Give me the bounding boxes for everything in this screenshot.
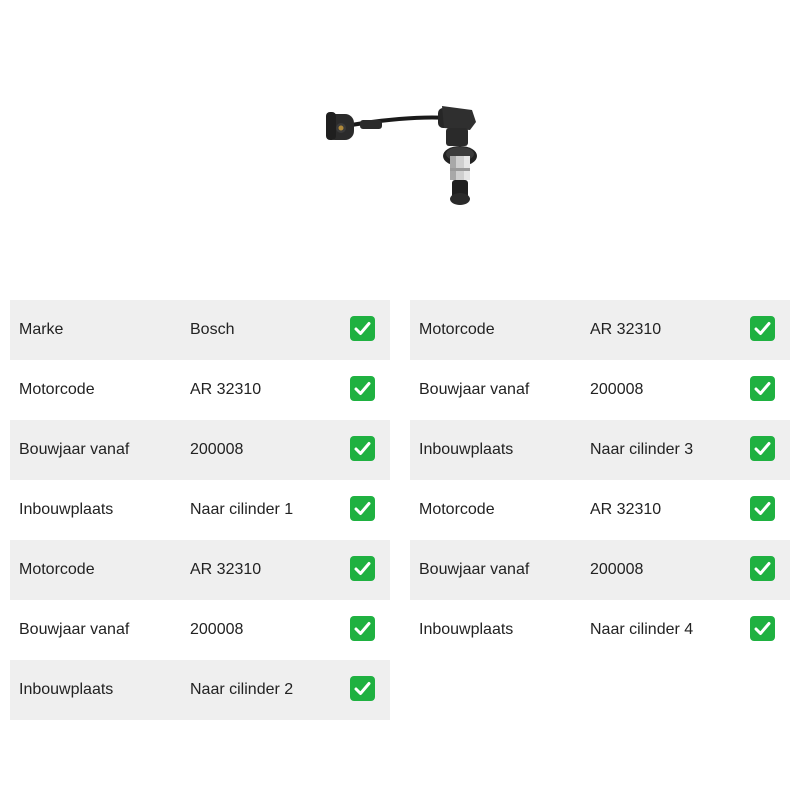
checkmark-icon xyxy=(750,496,775,521)
row-value: Naar cilinder 4 xyxy=(590,621,694,638)
row-value: AR 32310 xyxy=(190,561,262,578)
checkmark-icon xyxy=(350,376,375,401)
spec-table-left xyxy=(10,300,390,720)
table-row xyxy=(410,420,790,480)
checkmark-icon xyxy=(750,436,775,461)
table-row xyxy=(10,300,390,360)
table-row xyxy=(410,600,790,660)
row-value: AR 32310 xyxy=(590,501,662,518)
row-value: Naar cilinder 2 xyxy=(190,681,294,698)
row-value: 200008 xyxy=(190,441,244,458)
row-label: Bouwjaar vanaf xyxy=(419,381,530,398)
row-label: Inbouwplaats xyxy=(419,621,514,638)
checkmark-icon xyxy=(350,556,375,581)
checkmark-icon xyxy=(350,496,375,521)
row-value: 200008 xyxy=(590,381,644,398)
table-row xyxy=(10,480,390,540)
table-row xyxy=(410,300,790,360)
checkmark-icon xyxy=(350,436,375,461)
row-label: Motorcode xyxy=(19,561,95,578)
checkmark-icon xyxy=(750,556,775,581)
checkmark-icon xyxy=(350,676,375,701)
row-label: Inbouwplaats xyxy=(19,681,114,698)
row-label: Bouwjaar vanaf xyxy=(19,441,130,458)
product-image xyxy=(320,98,485,213)
row-value: Naar cilinder 1 xyxy=(190,501,294,518)
row-label: Inbouwplaats xyxy=(19,501,114,518)
row-value: AR 32310 xyxy=(190,381,262,398)
row-label: Motorcode xyxy=(419,501,495,518)
checkmark-icon xyxy=(750,316,775,341)
table-row xyxy=(10,360,390,420)
row-label: Marke xyxy=(19,321,64,338)
row-value: 200008 xyxy=(590,561,644,578)
table-row xyxy=(10,540,390,600)
table-row xyxy=(410,540,790,600)
checkmark-icon xyxy=(350,316,375,341)
checkmark-icon xyxy=(750,376,775,401)
table-row xyxy=(10,600,390,660)
table-row xyxy=(410,480,790,540)
spec-table-right xyxy=(410,300,790,660)
table-row xyxy=(10,660,390,720)
row-value: Bosch xyxy=(190,321,235,338)
checkmark-icon xyxy=(350,616,375,641)
ignition-cable-icon xyxy=(320,98,485,213)
row-value: AR 32310 xyxy=(590,321,662,338)
row-value: 200008 xyxy=(190,621,244,638)
row-label: Inbouwplaats xyxy=(419,441,514,458)
table-row xyxy=(10,420,390,480)
checkmark-icon xyxy=(750,616,775,641)
row-label: Motorcode xyxy=(19,381,95,398)
row-label: Bouwjaar vanaf xyxy=(419,561,530,578)
row-label: Motorcode xyxy=(419,321,495,338)
row-value: Naar cilinder 3 xyxy=(590,441,694,458)
table-row xyxy=(410,360,790,420)
row-label: Bouwjaar vanaf xyxy=(19,621,130,638)
